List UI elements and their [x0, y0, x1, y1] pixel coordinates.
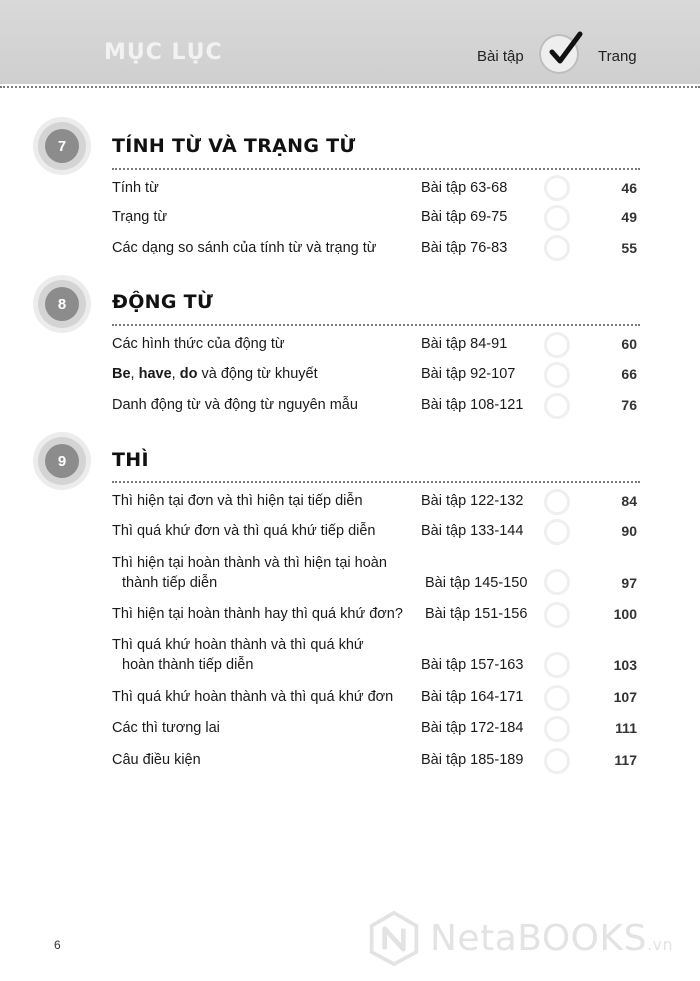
toc-exercises: Bài tập 84-91 — [421, 336, 508, 352]
page-number: 6 — [54, 938, 61, 952]
page-column-label: Trang — [598, 48, 637, 65]
check-slot — [544, 332, 570, 358]
toc-exercises: Bài tập 122-132 — [421, 493, 524, 509]
toc-page: 111 — [615, 720, 637, 736]
toc-topic: Trạng từ — [112, 209, 168, 225]
toc-exercises: Bài tập 172-184 — [421, 720, 524, 736]
toc-exercises: Bài tập 157-163 — [421, 657, 524, 673]
topic-rest: và động từ khuyết — [197, 366, 318, 382]
toc-topic — [112, 553, 387, 593]
exercises-column-label: Bài tập — [477, 48, 524, 65]
toc-topic — [112, 635, 364, 675]
topic-bold-do: do — [179, 366, 198, 382]
section-number-badge — [38, 437, 86, 485]
section-number: 7 — [45, 129, 79, 163]
check-slot — [544, 748, 570, 774]
check-slot — [544, 489, 570, 515]
topic-line: Thì quá khứ hoàn thành và thì quá khứ — [112, 637, 364, 653]
toc-page: 66 — [621, 366, 637, 382]
check-slot — [544, 602, 570, 628]
toc-exercises: Bài tập 76-83 — [421, 240, 508, 256]
topic-separator: , — [130, 366, 139, 382]
toc-page: 76 — [621, 397, 637, 413]
netabooks-logo-icon — [364, 910, 424, 966]
toc-exercises: Bài tập 69-75 — [421, 209, 508, 225]
check-slot — [544, 235, 570, 261]
toc-topic: Thì hiện tại hoàn thành hay thì quá khứ đơn? — [112, 606, 403, 622]
topic-separator: , — [171, 366, 180, 382]
toc-page: 46 — [621, 180, 637, 196]
check-slot — [544, 393, 570, 419]
section-number: 8 — [45, 287, 79, 321]
check-slot — [544, 205, 570, 231]
section-divider — [112, 168, 640, 170]
toc-page: 107 — [613, 689, 637, 705]
topic-line: Thì hiện tại hoàn thành và thì hiện tại hoàn — [112, 555, 387, 571]
toc-topic: Tính từ — [112, 180, 159, 196]
section-title: THÌ — [112, 449, 149, 471]
section-title: ĐỘNG TỪ — [112, 291, 214, 313]
toc-exercises: Bài tập 133-144 — [421, 523, 524, 539]
watermark-tld: .vn — [646, 935, 674, 954]
check-icon — [539, 34, 579, 74]
toc-page: 60 — [621, 336, 637, 352]
section-number: 9 — [45, 444, 79, 478]
check-slot — [544, 685, 570, 711]
toc-exercises: Bài tập 63-68 — [421, 180, 508, 196]
toc-exercises: Bài tập 164-171 — [421, 689, 524, 705]
topic-line: thành tiếp diễn — [122, 575, 218, 591]
toc-topic: Danh động từ và động từ nguyên mẫu — [112, 397, 358, 413]
toc-page: 55 — [621, 240, 637, 256]
toc-topic: Các thì tương lai — [112, 720, 220, 736]
check-slot — [544, 652, 570, 678]
toc-exercises: Bài tập 108-121 — [421, 397, 524, 413]
toc-topic: Các hình thức của động từ — [112, 336, 285, 352]
toc-topic: Câu điều kiện — [112, 752, 201, 768]
toc-page: 100 — [613, 606, 637, 622]
toc-exercises: Bài tập 145-150 — [425, 575, 528, 591]
header-divider — [0, 86, 700, 88]
section-title: TÍNH TỪ VÀ TRẠNG TỪ — [112, 135, 356, 157]
toc-page: 90 — [621, 523, 637, 539]
watermark-brand: NetaBOOKS — [430, 918, 647, 959]
check-slot — [544, 569, 570, 595]
section-divider — [112, 481, 640, 483]
topic-bold-be: Be — [112, 366, 131, 382]
toc-topic: Thì quá khứ hoàn thành và thì quá khứ đơn — [112, 689, 394, 705]
topic-bold-have: have — [138, 366, 172, 382]
toc-topic: Thì quá khứ đơn và thì quá khứ tiếp diễn — [112, 523, 376, 539]
toc-exercises: Bài tập 92-107 — [421, 366, 516, 382]
section-divider — [112, 324, 640, 326]
section-number-badge — [38, 122, 86, 170]
section-number-badge — [38, 280, 86, 328]
check-slot — [544, 175, 570, 201]
toc-page: 97 — [621, 575, 637, 591]
check-slot — [544, 716, 570, 742]
header-bar — [0, 0, 700, 84]
toc-exercises: Bài tập 185-189 — [421, 752, 524, 768]
page-title: MỤC LỤC — [104, 40, 223, 65]
toc-page: 49 — [621, 209, 637, 225]
toc-page: 103 — [613, 657, 637, 673]
toc-topic: Thì hiện tại đơn và thì hiện tại tiếp diễn — [112, 493, 363, 509]
check-slot — [544, 519, 570, 545]
topic-line: hoàn thành tiếp diễn — [122, 657, 254, 673]
toc-topic: Các dạng so sánh của tính từ và trạng từ — [112, 240, 377, 256]
watermark — [430, 918, 673, 959]
toc-page: 117 — [614, 752, 637, 768]
toc-page: 84 — [621, 493, 637, 509]
toc-exercises: Bài tập 151-156 — [425, 606, 528, 622]
toc-topic — [112, 364, 318, 384]
check-slot — [544, 362, 570, 388]
